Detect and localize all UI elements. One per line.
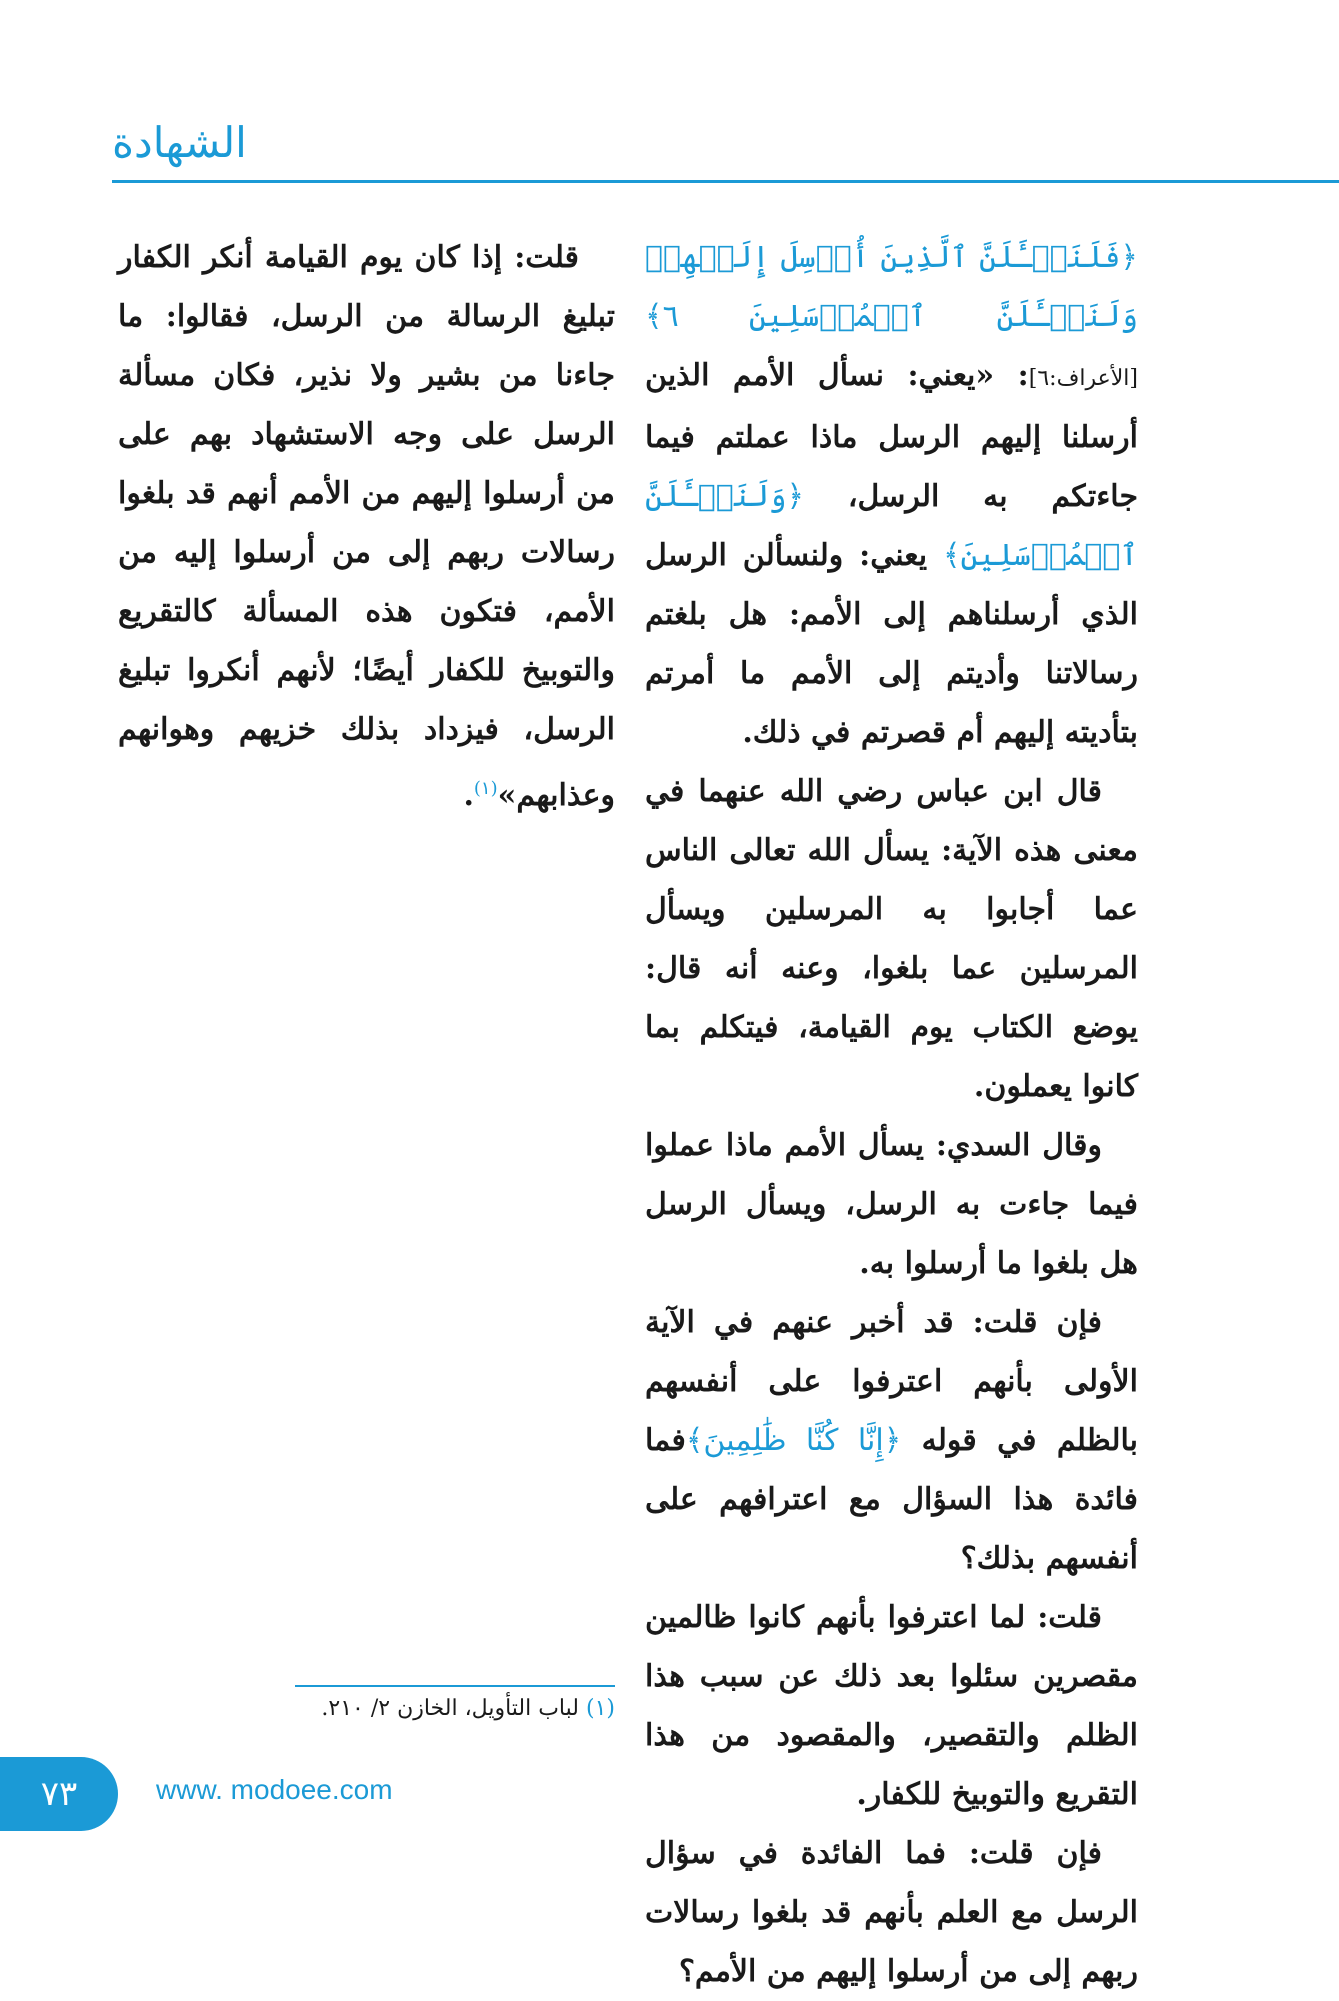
footnote-text: لباب التأويل، الخازن ٢/ ٢١٠. [321, 1696, 579, 1721]
paragraph-7 [118, 228, 615, 825]
paragraph-text: فما فائدة هذا السؤال مع اعترافهم على أنفسهم بذلك؟ [645, 1423, 1138, 1576]
footnote-reference[interactable]: (١) [473, 778, 498, 799]
left-column [118, 228, 615, 825]
paragraph-6: فإن قلت: فما الفائدة في سؤال الرسل مع العلم بأنهم قد بلغوا رسالات ربهم إلى من أرسلوا إليهم من الأمم؟ [645, 1836, 1138, 1989]
footnote-number: (١) [585, 1696, 615, 1721]
paragraph-text: يعني: ولنسألن الرسل الذي أرسلناهم إلى الأمم: هل بلغتم رسالاتنا وأديتم إلى الأمم ما أمرتم بتأديته إليهم أم قصرتم في ذلك. [645, 538, 1138, 750]
paragraph-2: قال ابن عباس رضي الله عنهما في معنى هذه الآية: يسأل الله تعالى الناس عما أجابوا به المرسلين ويسأل المرسلين عما بلغوا، وعنه أنه قال: يوضع الكتاب يوم القيامة، فيتكلم بما كانوا يعملون. [645, 774, 1138, 1104]
quran-verse: ﴿فَلَنَسۡـَٔلَنَّ ٱلَّذِينَ أُرۡسِلَ إِلَيۡهِمۡ وَلَنَسۡـَٔلَنَّ ٱلۡمُرۡسَلِينَ ٦﴾ [645, 240, 1138, 334]
footnote-divider [295, 1685, 615, 1687]
paragraph-5: قلت: لما اعترفوا بأنهم كانوا ظالمين مقصرين سئلوا بعد ذلك عن سبب هذا الظلم والتقصير، والمقصود من هذا التقريع والتوبيخ للكفار. [645, 1600, 1138, 1812]
quran-verse: ﴿إِنَّا كُنَّا ظَٰلِمِينَ﴾ [685, 1423, 902, 1458]
paragraph-text: فإن قلت: قد أخبر عنهم في الآية الأولى بأنهم اعترفوا على أنفسهم بالظلم في قوله [645, 1305, 1138, 1458]
paragraph-text: : «يعني: نسأل الأمم الذين أرسلنا إليهم الرسل ماذا عملتم فيما جاءتكم به الرسل، [645, 358, 1138, 514]
paragraph-3: وقال السدي: يسأل الأمم ماذا عملوا فيما جاءت به الرسل، ويسأل الرسل هل بلغوا ما أرسلوا به. [645, 1128, 1138, 1281]
quran-verse: ﴿وَلَنَسۡـَٔلَنَّ ٱلۡمُرۡسَلِينَ﴾ [645, 479, 1138, 573]
page-title: الشهادة [112, 118, 247, 167]
right-column [645, 228, 1138, 2001]
verse-citation: [الأعراف:٦] [1028, 366, 1138, 391]
paragraph-text: قلت: إذا كان يوم القيامة أنكر الكفار تبليغ الرسالة من الرسل، فقالوا: ما جاءنا من بشير ولا نذير، فكان مسألة الرسل على وجه الاستشهاد بهم على من أرسلوا إليهم من الأمم أنهم قد بلغوا رسالات ربهم إلى من أرسلوا إليه من الأمم، فتكون هذه المسألة كالتقريع والتوبيخ للكفار أيضًا؛ لأنهم أنكروا تبليغ الرسل، فيزداد بذلك خزيهم وهوانهم وعذابهم» [118, 240, 615, 813]
page-number: ٧٣ [0, 1757, 118, 1831]
paragraph-4 [645, 1293, 1138, 1588]
paragraph-end: . [463, 778, 474, 813]
paragraph-1 [645, 228, 1138, 762]
footnote [118, 1696, 615, 1721]
website-link[interactable]: www. modoee.com [156, 1774, 393, 1805]
header-divider [112, 180, 1339, 183]
